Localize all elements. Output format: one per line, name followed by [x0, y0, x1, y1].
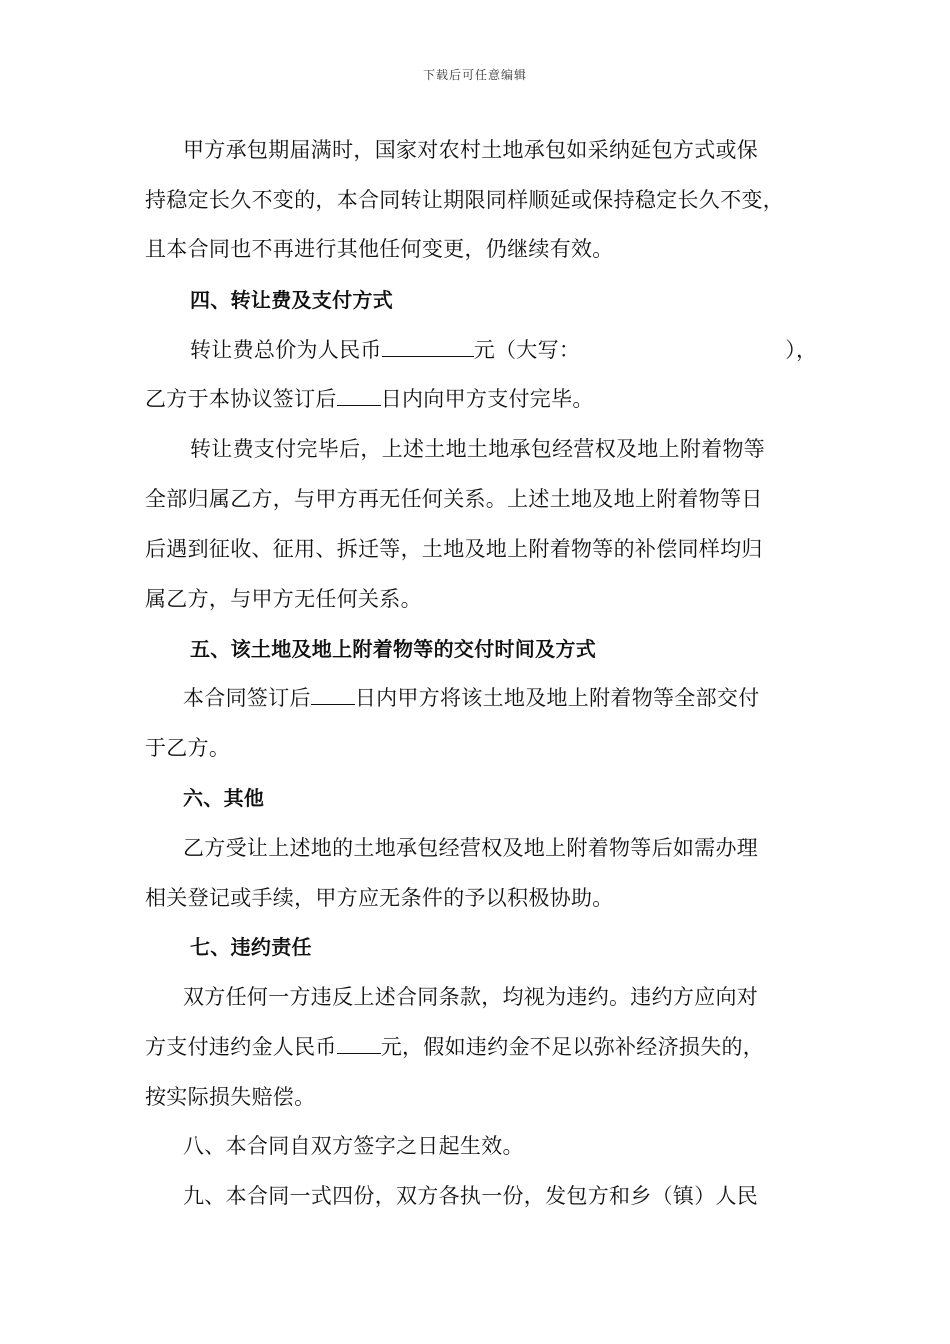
paragraph-line-penalty — [145, 1033, 764, 1061]
paragraph-line: 全部归属乙方，与甲方再无任何关系。上述土地及地上附着物等日 — [145, 487, 763, 511]
clause-8: 八、本合同自双方签字之日起生效。 — [183, 1134, 524, 1158]
payment-text-end: 日内向甲方支付完毕。 — [380, 387, 594, 411]
payment-text: 乙方于本协议签订后 — [145, 387, 337, 411]
penalty-text-end: 元，假如违约金不足以弥补经济损失的， — [380, 1035, 765, 1059]
paragraph-line-payment — [145, 385, 594, 413]
page-header: 下载后可任意编辑 — [422, 68, 527, 82]
paragraph-line: 持稳定长久不变的，本合同转让期限同样顺延或保持稳定长久不变， — [145, 188, 784, 212]
paragraph-line: 属乙方，与甲方无任何关系。 — [145, 587, 422, 611]
paragraph-line: 后遇到征收、征用、拆迁等，土地及地上附着物等的补偿同样均归 — [145, 537, 763, 561]
section-heading-7: 七、违约责任 — [190, 935, 312, 959]
paragraph-line: 转让费支付完毕后，上述土地土地承包经营权及地上附着物等 — [190, 437, 766, 461]
paragraph-line-fee — [190, 336, 817, 364]
section-heading-5: 五、该土地及地上附着物等的交付时间及方式 — [190, 637, 596, 661]
paragraph-line: 双方任何一方违反上述合同条款，均视为违约。违约方应向对 — [183, 985, 759, 1009]
fee-text: 转让费总价为人民币 — [190, 338, 382, 362]
paragraph-line: 按实际损失赔偿。 — [145, 1085, 316, 1109]
payment-days-blank — [337, 385, 381, 406]
section-heading-6: 六、其他 — [183, 786, 265, 810]
delivery-days-blank — [311, 684, 355, 705]
fee-close-text: ）， — [785, 338, 818, 362]
clause-9: 九、本合同一式四份，双方各执一份，发包方和乡（镇）人民 — [183, 1184, 759, 1208]
paragraph-line: 乙方受让上述地的土地承包经营权及地上附着物等后如需办理 — [183, 836, 759, 860]
penalty-text: 方支付违约金人民币 — [145, 1035, 337, 1059]
section-heading-4: 四、转让费及支付方式 — [190, 288, 393, 312]
penalty-amount-blank — [337, 1033, 381, 1054]
fee-amount-blank — [382, 336, 474, 357]
paragraph-line: 于乙方。 — [145, 736, 231, 760]
paragraph-line: 相关登记或手续，甲方应无条件的予以积极协助。 — [145, 886, 614, 910]
delivery-text: 本合同签订后 — [183, 686, 311, 710]
paragraph-line-delivery — [183, 684, 760, 712]
delivery-text-end: 日内甲方将该土地及地上附着物等全部交付 — [354, 686, 760, 710]
paragraph-line: 甲方承包期届满时，国家对农村土地承包如采纳延包方式或保 — [183, 138, 759, 162]
paragraph-line: 且本合同也不再进行其他任何变更，仍继续有效。 — [145, 237, 614, 261]
fee-capital-text: 元（大写： — [473, 338, 581, 362]
